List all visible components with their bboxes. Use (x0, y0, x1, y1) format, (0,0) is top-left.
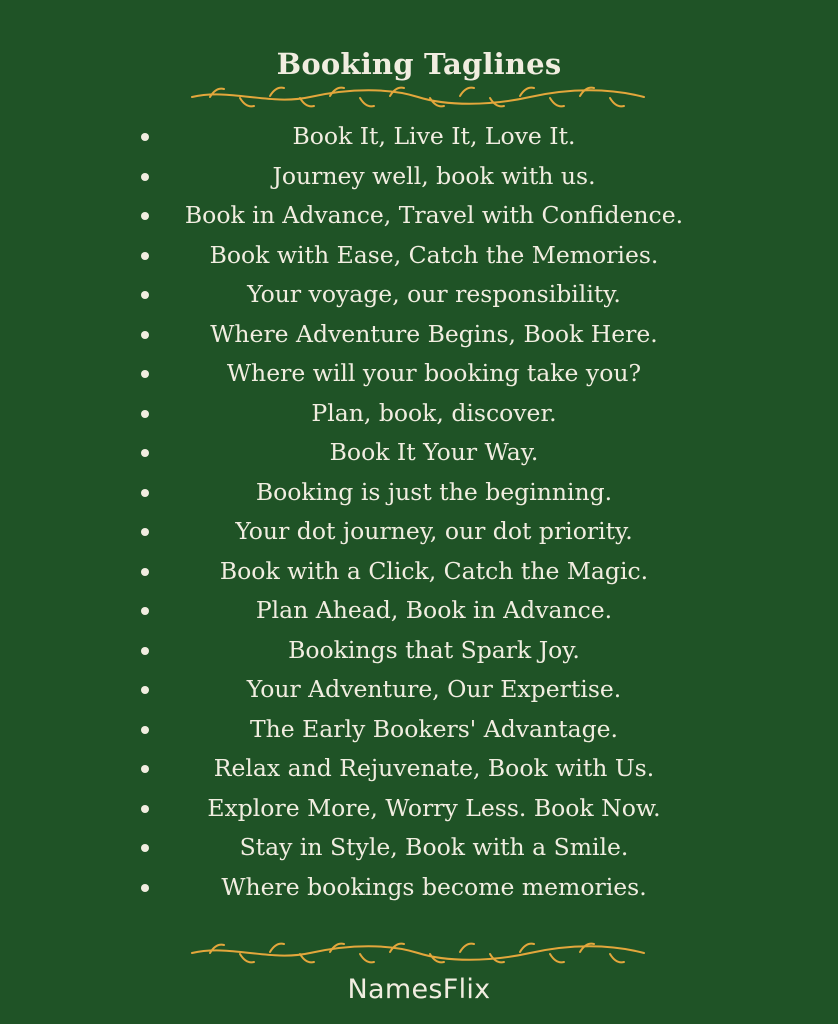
bullet (141, 212, 149, 220)
list-item (0, 473, 838, 513)
tagline-text: Where Adventure Begins, Book Here. (210, 319, 658, 348)
bullet (141, 489, 149, 497)
bullet (141, 173, 149, 181)
list-item (0, 789, 838, 829)
list-item (0, 433, 838, 473)
tagline-text: Your Adventure, Our Expertise. (246, 675, 622, 703)
tagline-text: Your voyage, our responsibility. (247, 280, 621, 308)
bullet (141, 410, 149, 418)
bullet (141, 331, 149, 339)
bullet (141, 291, 149, 299)
list-item (0, 828, 838, 868)
list-item (0, 670, 838, 710)
bullet (141, 449, 149, 457)
list-item (0, 275, 838, 315)
tagline-text: Where bookings become memories. (221, 872, 647, 901)
tagline-list (0, 117, 838, 907)
tagline-text: Book It Your Way. (329, 438, 539, 466)
list-item (0, 631, 838, 671)
bullet (141, 884, 149, 892)
tagline-text: Plan Ahead, Book in Advance. (255, 596, 613, 624)
tagline-text: Booking is just the beginning. (255, 477, 613, 506)
tagline-text: Plan, book, discover. (311, 398, 557, 427)
tagline-text: Where will your booking take you? (226, 359, 642, 387)
bullet (141, 568, 149, 576)
list-item (0, 710, 838, 750)
tagline-text: Your dot journey, our dot priority. (235, 517, 633, 545)
bullet (141, 726, 149, 734)
tagline-text: Stay in Style, Book with a Smile. (239, 833, 629, 861)
tagline-text: Book It, Live It, Love It. (292, 122, 576, 150)
bullet (141, 765, 149, 773)
page-title: Booking Taglines (276, 47, 562, 82)
list-item (0, 552, 838, 592)
vine-divider-icon (190, 940, 646, 966)
list-item (0, 354, 838, 394)
tagline-text: Journey well, book with us. (272, 161, 596, 190)
brand-logo-text: NamesFlix (347, 974, 491, 1005)
list-item (0, 157, 838, 197)
list-item (0, 315, 838, 355)
list-item (0, 749, 838, 789)
tagline-text: Explore More, Worry Less. Book Now. (207, 793, 661, 822)
bullet (141, 607, 149, 615)
tagline-text: Book with Ease, Catch the Memories. (209, 240, 659, 269)
bullet (141, 133, 149, 141)
bullet (141, 686, 149, 694)
vine-divider-icon (190, 84, 646, 110)
tagline-text: The Early Bookers' Advantage. (249, 714, 619, 743)
bullet (141, 647, 149, 655)
bullet (141, 252, 149, 260)
tagline-text: Relax and Rejuvenate, Book with Us. (213, 754, 655, 782)
list-item (0, 868, 838, 908)
tagline-text: Book with a Click, Catch the Magic. (219, 556, 649, 585)
list-item (0, 394, 838, 434)
tagline-text: Bookings that Spark Joy. (288, 635, 580, 664)
bullet (141, 528, 149, 536)
list-item (0, 117, 838, 157)
tagline-text: Book in Advance, Travel with Confidence. (184, 201, 684, 229)
list-item (0, 512, 838, 552)
list-item (0, 591, 838, 631)
bullet (141, 370, 149, 378)
bullet (141, 805, 149, 813)
list-item (0, 196, 838, 236)
bullet (141, 844, 149, 852)
list-item (0, 236, 838, 276)
